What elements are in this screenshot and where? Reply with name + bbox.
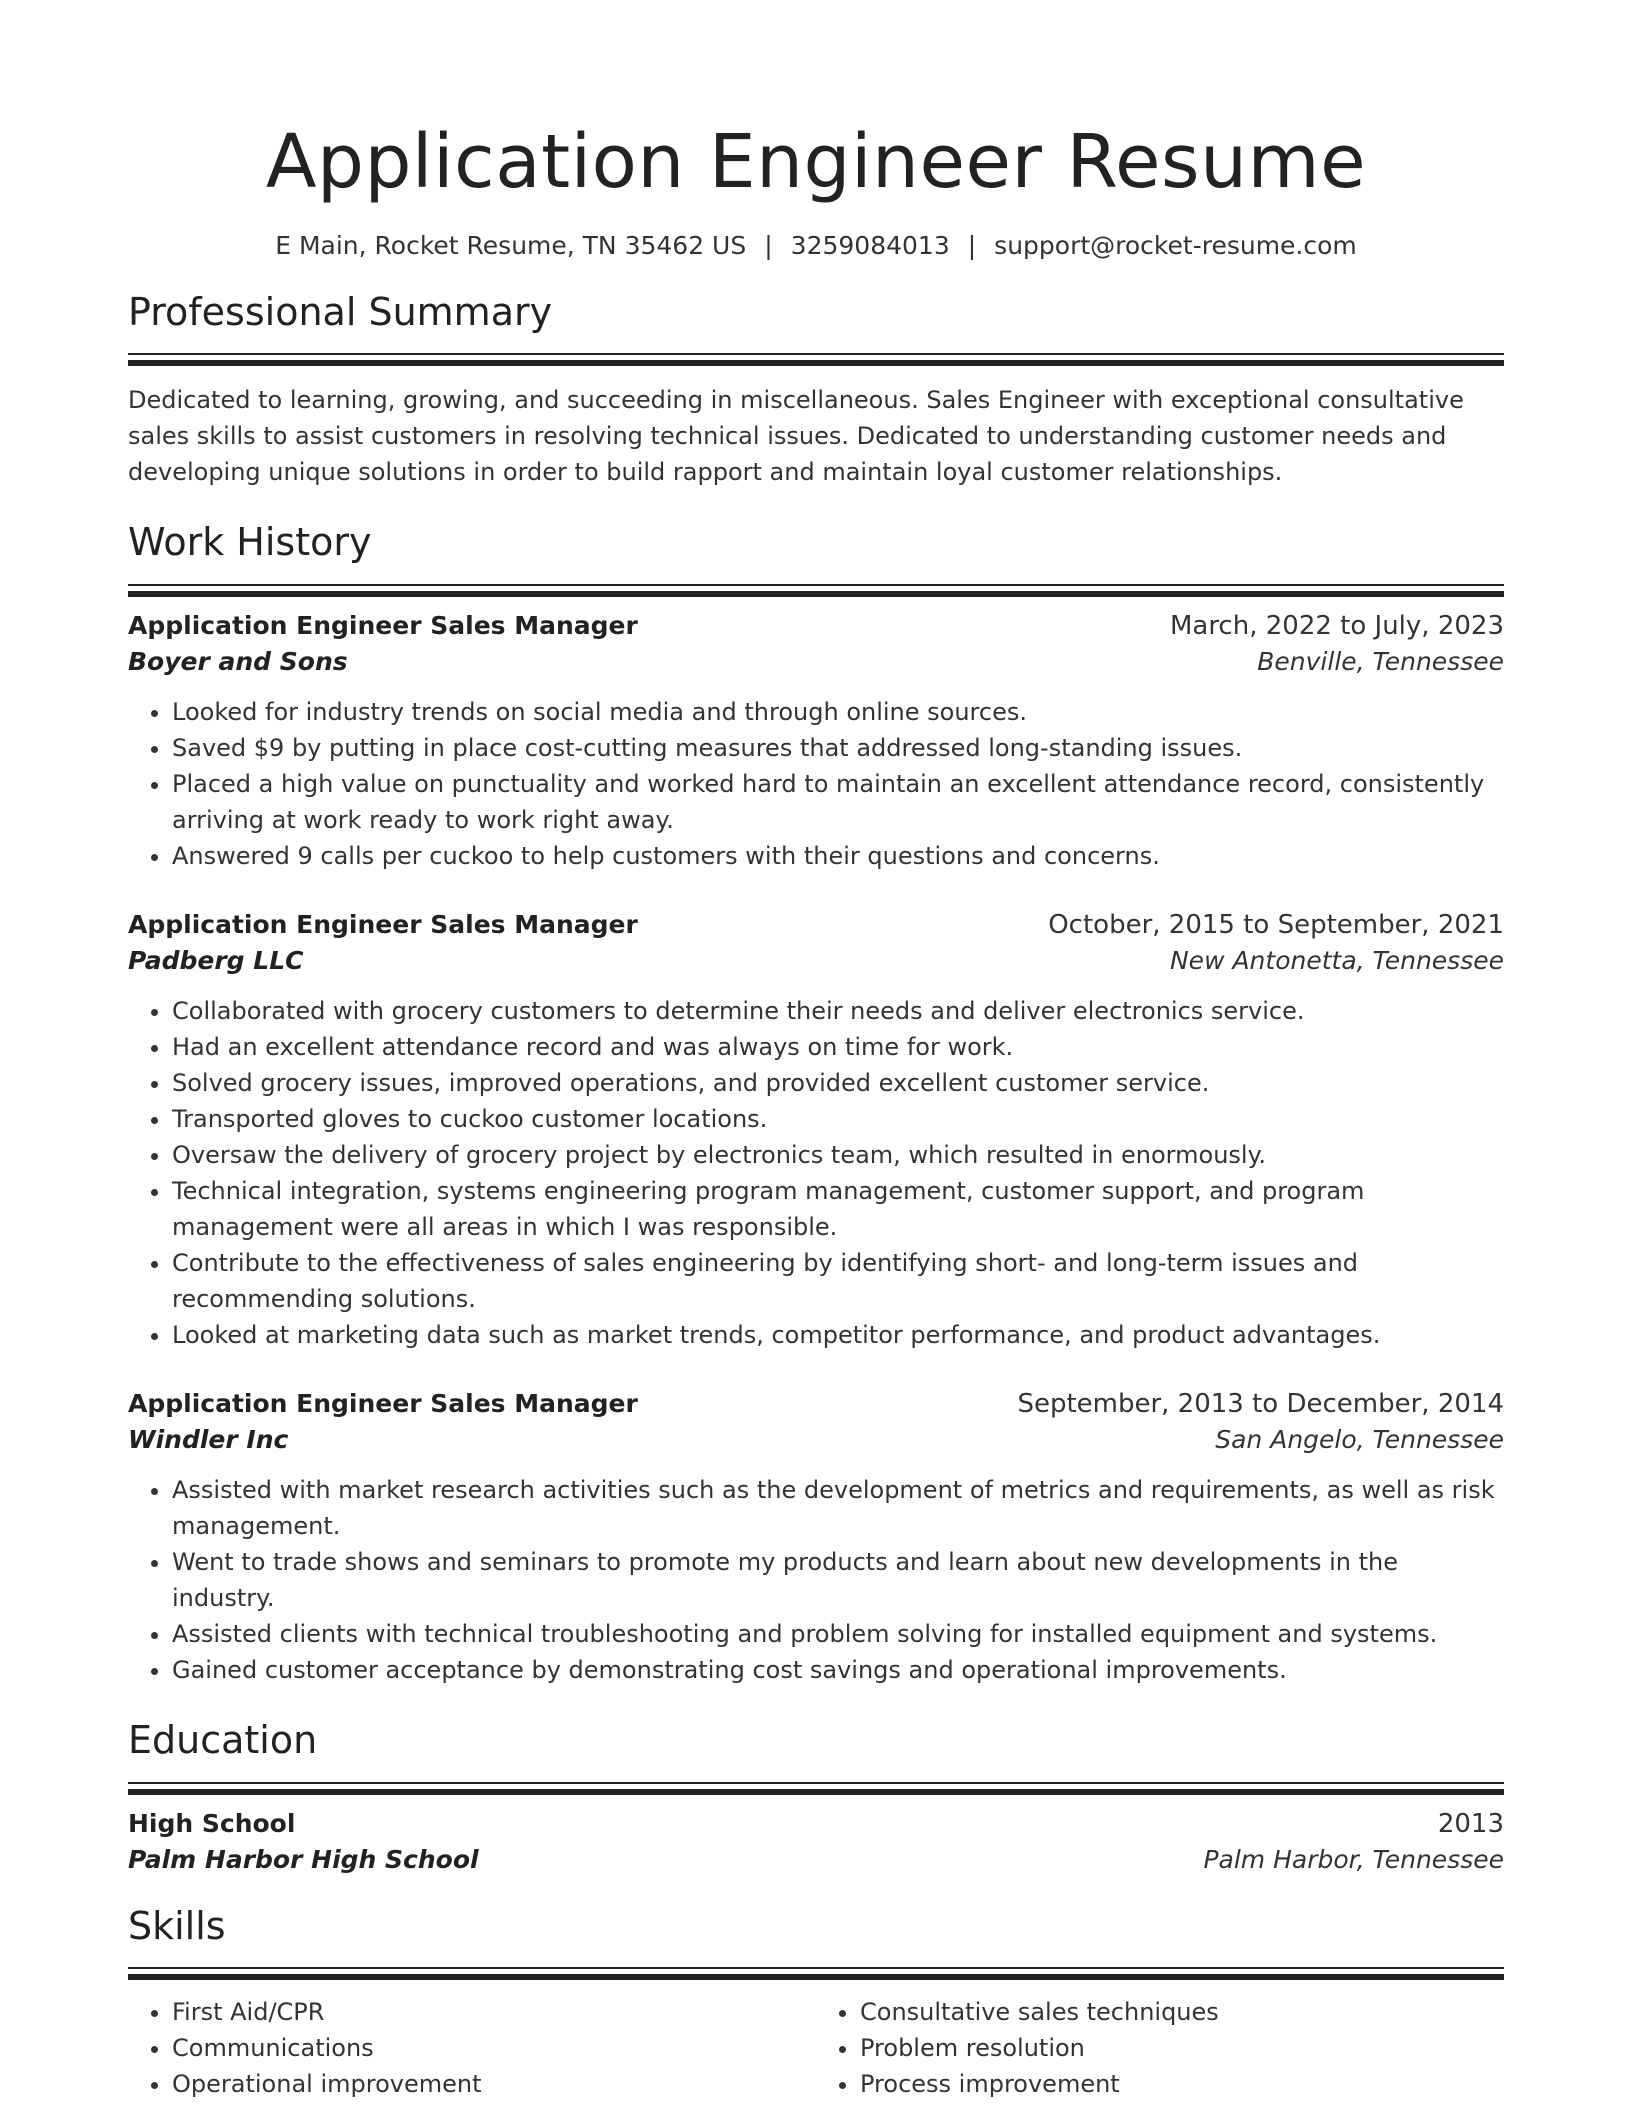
education-school: Palm Harbor High School: [128, 1844, 479, 1874]
summary-section: [128, 290, 1504, 491]
section-divider: [128, 360, 1504, 366]
list-item: • Assisted with market research activities such as the development of metrics and requirements, as well as risk management.: [172, 1472, 1504, 1544]
list-item: • Gained customer acceptance by demonstrating cost savings and operational improvements.: [172, 1652, 1504, 1688]
list-item: • Assisted clients with technical troubleshooting and problem solving for installed equipment and systems.: [172, 1616, 1504, 1652]
education-heading: Education: [128, 1717, 318, 1762]
list-item: • Went to trade shows and seminars to promote my products and learn about new developments in the industry.: [172, 1544, 1504, 1616]
skills-section: [128, 1904, 1504, 2103]
list-item: • Process improvement: [860, 2066, 1504, 2102]
skills-column-right: [816, 1994, 1504, 2102]
job-bullets: [128, 993, 1504, 1353]
job-company: Windler Inc: [128, 1424, 289, 1454]
section-divider: [128, 353, 1504, 355]
list-item: • Oversaw the delivery of grocery project by electronics team, which resulted in enormously.: [172, 1137, 1504, 1173]
list-item: • Solved grocery issues, improved operations, and provided excellent customer service.: [172, 1065, 1504, 1101]
list-item: • Transported gloves to cuckoo customer locations.: [172, 1101, 1504, 1137]
education-degree: High School: [128, 1808, 296, 1838]
job-bullets: [128, 694, 1504, 874]
job-company: Padberg LLC: [128, 945, 304, 975]
education-location: Palm Harbor, Tennessee: [1203, 1844, 1504, 1874]
contact-separator: |: [764, 230, 773, 260]
contact-line: [128, 231, 1504, 260]
list-item: • Saved $9 by putting in place cost-cutting measures that addressed long-standing issues.: [172, 730, 1504, 766]
contact-phone: 3259084013: [790, 230, 950, 260]
section-divider: [128, 1782, 1504, 1784]
list-item: • Technical integration, systems engineering program management, customer support, and program management were all areas in which I was responsible.: [172, 1173, 1504, 1245]
job-dates: September, 2013 to December, 2014: [1017, 1388, 1504, 1419]
job-company: Boyer and Sons: [128, 646, 348, 676]
skills-column-left: [128, 1994, 816, 2102]
work-history-heading: Work History: [128, 520, 372, 565]
list-item: • Answered 9 calls per cuckoo to help customers with their questions and concerns.: [172, 838, 1504, 874]
job-role: Application Engineer Sales Manager: [128, 610, 638, 640]
list-item: • Contribute to the effectiveness of sales engineering by identifying short- and long-term issues and recommending solutions.: [172, 1245, 1504, 1317]
contact-separator: |: [967, 230, 977, 260]
job-dates: October, 2015 to September, 2021: [1048, 909, 1504, 940]
contact-email[interactable]: support@rocket-resume.com: [994, 230, 1357, 260]
education-entry: [128, 1809, 1504, 1874]
education-year: 2013: [1437, 1808, 1504, 1839]
job-role: Application Engineer Sales Manager: [128, 1388, 638, 1418]
section-divider: [128, 1789, 1504, 1795]
list-item: • Placed a high value on punctuality and worked hard to maintain an excellent attendance record, consistently arriving at work ready to work right away.: [172, 766, 1504, 838]
summary-text: Dedicated to learning, growing, and succeeding in miscellaneous. Sales Engineer with exceptional consultative sales skills to assist customers in resolving technical issues. Dedicated to understanding customer needs and developing unique solutions in order to build rapport and maintain loyal customer relationships.: [128, 386, 1464, 487]
job-entry: [128, 1389, 1504, 1688]
list-item: • Problem resolution: [860, 2030, 1504, 2066]
list-item: • First Aid/CPR: [172, 1994, 816, 2030]
work-history-section: [128, 520, 1504, 1688]
section-divider: [128, 584, 1504, 586]
job-location: Benville, Tennessee: [1257, 646, 1504, 676]
list-item: • Consultative sales techniques: [860, 1994, 1504, 2030]
section-divider: [128, 1967, 1504, 1969]
job-location: San Angelo, Tennessee: [1215, 1424, 1504, 1454]
resume-title: Application Engineer Resume: [265, 119, 1367, 205]
job-location: New Antonetta, Tennessee: [1169, 945, 1504, 975]
job-bullets: [128, 1472, 1504, 1688]
job-entry: [128, 910, 1504, 1353]
list-item: • Looked at marketing data such as market trends, competitor performance, and product advantages.: [172, 1317, 1504, 1353]
skills-heading: Skills: [128, 1903, 226, 1948]
job-dates: March, 2022 to July, 2023: [1169, 610, 1504, 641]
list-item: • Looked for industry trends on social media and through online sources.: [172, 694, 1504, 730]
list-item: • Operational improvement: [172, 2066, 816, 2102]
section-divider: [128, 1974, 1504, 1980]
section-divider: [128, 591, 1504, 597]
job-entry: [128, 611, 1504, 874]
list-item: • Collaborated with grocery customers to determine their needs and deliver electronics service.: [172, 993, 1504, 1029]
contact-address: E Main, Rocket Resume, TN 35462 US: [275, 230, 747, 260]
list-item: • Communications: [172, 2030, 816, 2066]
summary-heading: Professional Summary: [128, 289, 553, 334]
education-section: [128, 1718, 1504, 1874]
skills-list: [128, 1994, 1504, 2102]
list-item: • Had an excellent attendance record and was always on time for work.: [172, 1029, 1504, 1065]
job-role: Application Engineer Sales Manager: [128, 909, 638, 939]
